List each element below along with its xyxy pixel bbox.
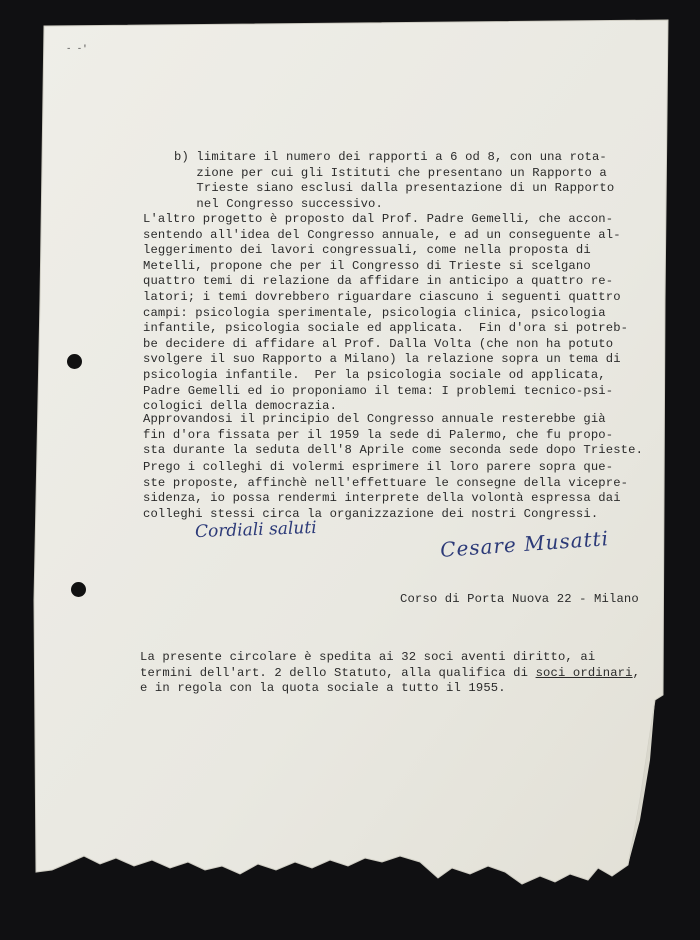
paragraph-palermo: Approvandosi il principio del Congresso annuale resterebbe già fin d'ora fissata per il 1959 la sede di Palermo, che fu propo- sta durante la seduta dell'8 Aprile come seconda sede dopo Trieste. (143, 412, 644, 458)
paragraph-gemelli-proposal: L'altro progetto è proposto dal Prof. Padre Gemelli, che accon- sentendo all'idea del Congresso annuale, e ad un conseguente al- leggerimento dei lavori congressuali, come nella proposta di Metelli, propone che per il Congresso di Trieste si scelgano quattro temi di relazione da affidare in anticipo a quattro re- latori; i temi dovrebbero riguardare ciascuno i seguenti quattro campi: psicologia sperimentale, psicologia clinica, psicologia infantile, psicologia sociale ed applicata. Fin d'ora si potreb- be decidere di affidare al Prof. Dalla Volta (che non ha potuto svolgere il suo Rapporto a Milano) la relazione sopra un tema di psicologia infantile. Per la psicologia sociale od applicata, Padre Gemelli ed io proponiamo il tema: I problemi tecnico-psi- cologici della democrazia. (143, 212, 629, 414)
address-line: Corso di Porta Nuova 22 - Milano (400, 592, 639, 606)
corner-mark: - -' (66, 44, 88, 54)
footnote (140, 650, 640, 697)
handwritten-signature: Cesare Musatti (439, 526, 610, 562)
footnote-line-2: termini dell'art. 2 dello Statuto, alla qualifica di soci ordinari, (140, 665, 641, 680)
paragraph-request: Prego i colleghi di volermi esprimere il loro parere sopra que- ste proposte, affinchè nell'effettuare le consegne della vicepre- sidenza, io possa rendermi interprete della volontà espressa dai colleghi stessi circa la organizzazione dei nostri Congressi. (143, 460, 629, 521)
point-b: b) limitare il numero dei rapporti a 6 od 8, con una rota- zione per cui gli Istituti che presentano un Rapporto a Trieste siano esclusi dalla presentazione di un Rapporto nel Congresso successivo. (174, 150, 615, 211)
punch-hole-bottom (71, 582, 86, 597)
footnote-line-1: La presente circolare è spedita ai 32 soci aventi diritto, ai (140, 650, 596, 664)
soci-ordinari-underlined: soci ordinari (535, 665, 633, 680)
punch-hole-top (67, 354, 82, 369)
footnote-line-3: e in regola con la quota sociale a tutto il 1955. (140, 681, 506, 696)
handwritten-greeting: Cordiali saluti (194, 517, 317, 543)
